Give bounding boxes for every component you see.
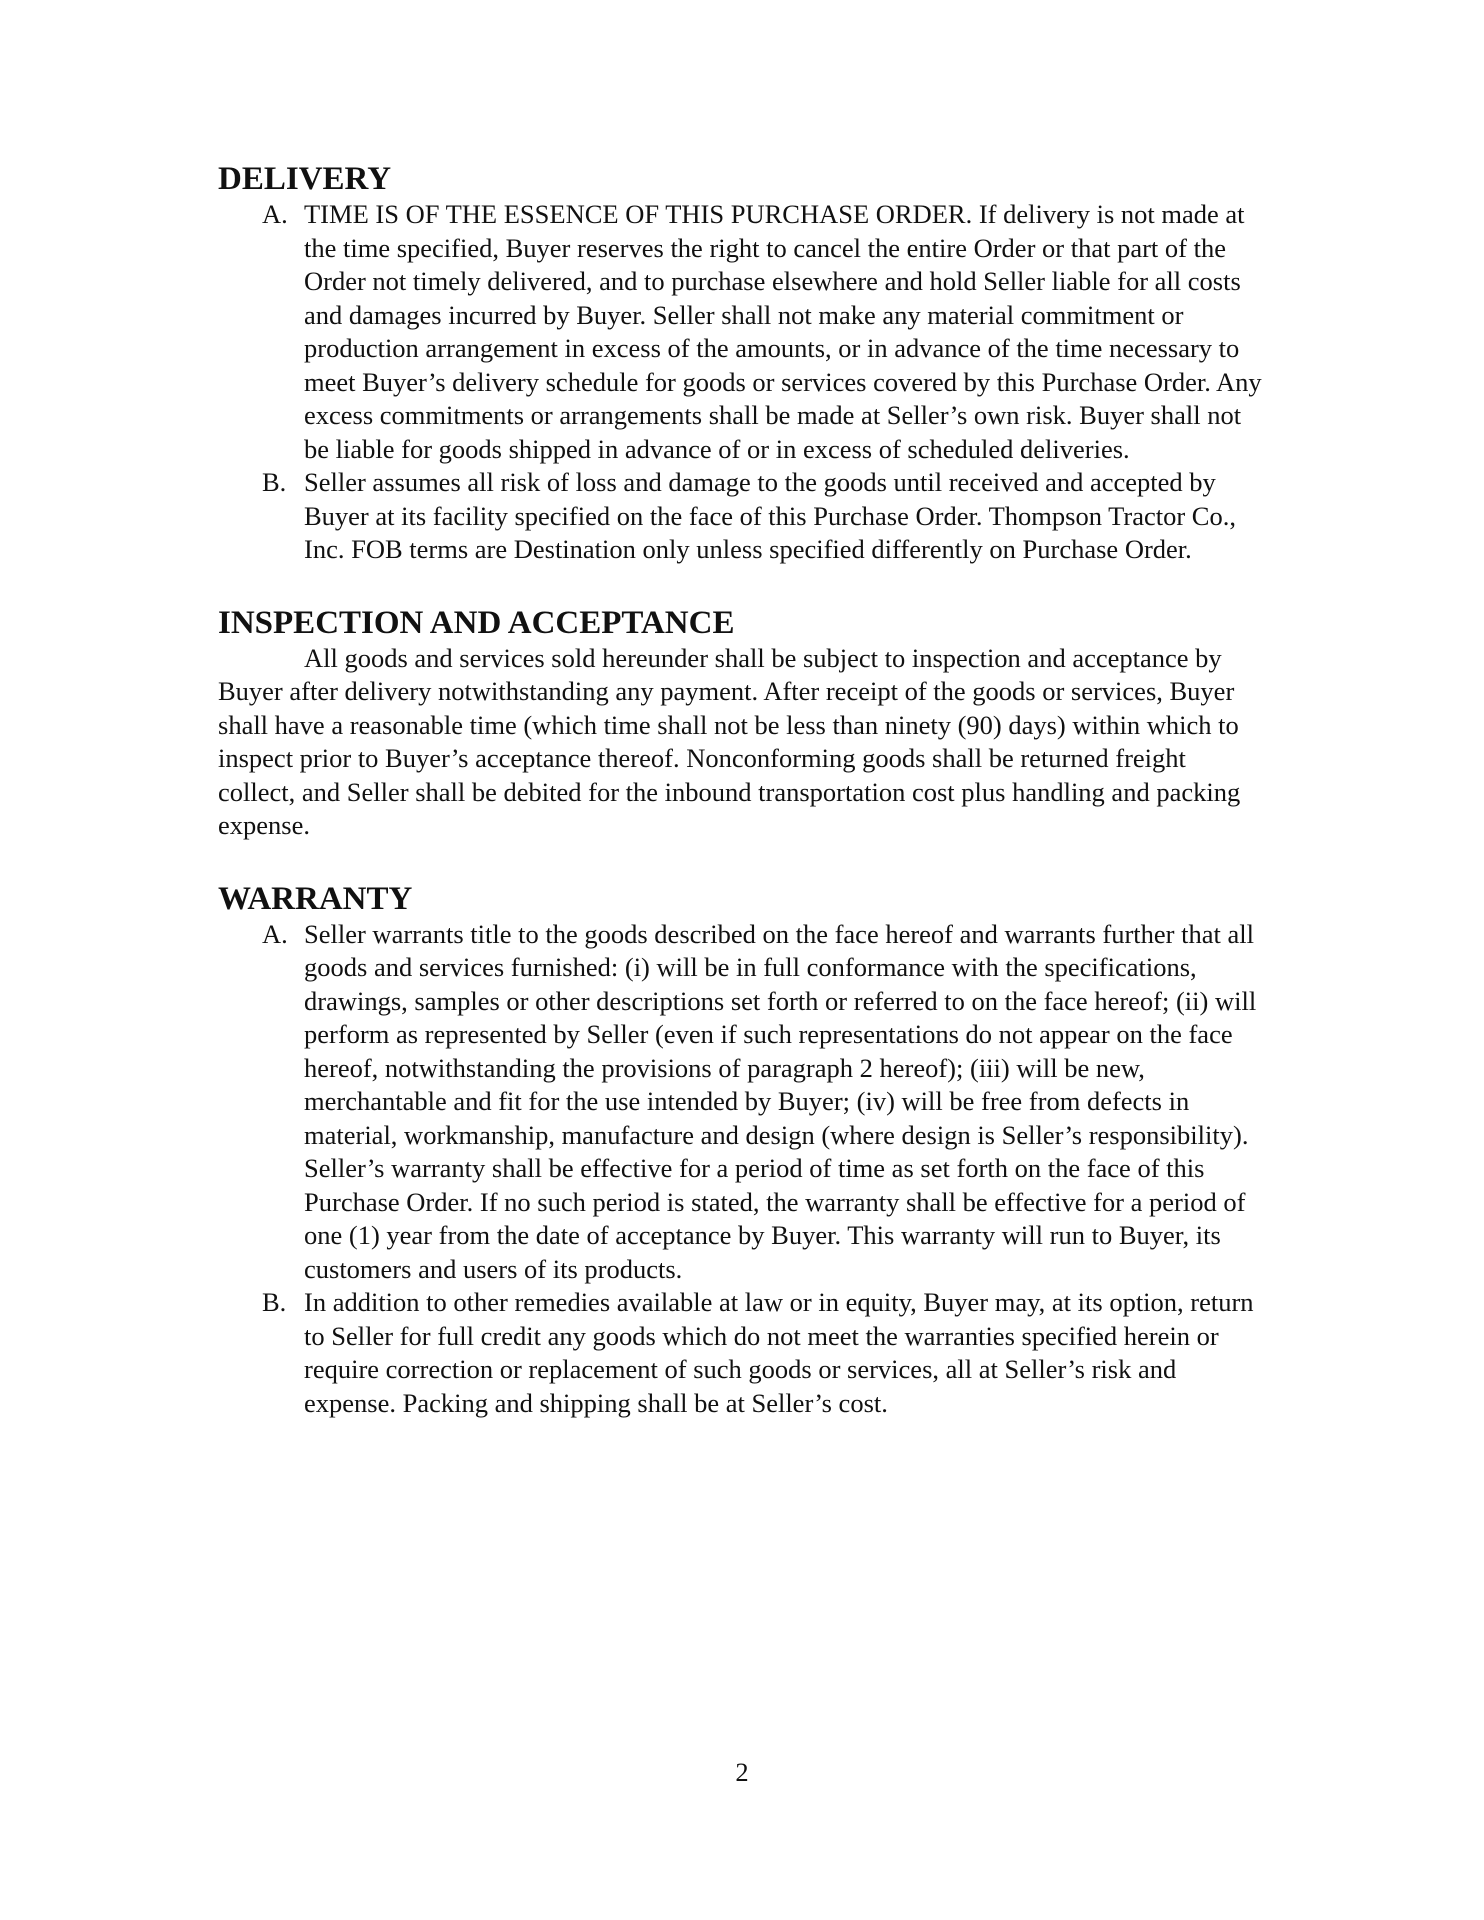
delivery-list: [218, 198, 1268, 567]
section-heading-inspection: INSPECTION AND ACCEPTANCE: [218, 604, 735, 641]
list-marker: A.: [262, 918, 288, 949]
section-spacer: [218, 843, 1268, 880]
section-spacer: [218, 567, 1268, 604]
list-item-text: TIME IS OF THE ESSENCE OF THIS PURCHASE ORDER. If delivery is not made at the time specified, Buyer reserves the right to cancel the entire Order or that part of the Order not timely delivered, and to purchase elsewhere and hold Seller liable for all costs and damages incurred by Buyer. Seller shall not make any material commitment or production arrangement in excess of the amounts, or in advance of the time necessary to meet Buyer’s delivery schedule for goods or services covered by this Purchase Order. Any excess commitments or arrangements shall be made at Seller’s own risk. Buyer shall not be liable for goods shipped in advance of or in excess of scheduled deliveries.: [304, 199, 1262, 464]
list-item-text: In addition to other remedies available at law or in equity, Buyer may, at its option, return to Seller for full credit any goods which do not meet the warranties specified herein or require correction or replacement of such goods or services, all at Seller’s risk and expense. Packing and shipping shall be at Seller’s cost.: [304, 1287, 1254, 1418]
list-item: [218, 198, 1268, 466]
document-body: [218, 160, 1268, 1420]
list-marker: B.: [262, 467, 287, 497]
inspection-paragraph: All goods and services sold hereunder shall be subject to inspection and acceptance by Buyer after delivery notwithstanding any payment. After receipt of the goods or services, Buyer shall have a reasonable time (which time shall not be less than ninety (90) days) within which to inspect prior to Buyer’s acceptance thereof. Nonconforming goods shall be returned freight collect, and Seller shall be debited for the inbound transportation cost plus handling and packing expense.: [218, 642, 1241, 840]
section-warranty: [218, 880, 1268, 1421]
list-item: [218, 466, 1268, 567]
list-item: [218, 1286, 1268, 1420]
section-inspection-and-acceptance: [218, 604, 1268, 843]
warranty-list: [218, 918, 1268, 1421]
section-delivery: [218, 160, 1268, 567]
list-item-text: Seller warrants title to the goods described on the face hereof and warrants further that all goods and services furnished: (i) will be in full conformance with the specifications, drawings, samples or other descriptions set forth or referred to on the face hereof; (ii) will perform as represented by Seller (even if such representations do not appear on the face hereof, notwithstanding the provisions of paragraph 2 hereof); (iii) will be new, merchantable and fit for the use intended by Buyer; (iv) will be free from defects in material, workmanship, manufacture and design (where design is Seller’s responsibility). Seller’s warranty shall be effective for a period of time as set forth on the face of this Purchase Order. If no such period is stated, the warranty shall be effective for a period of one (1) year from the date of acceptance by Buyer. This warranty will run to Buyer, its customers and users of its products.: [304, 918, 1257, 1284]
list-item: [218, 918, 1268, 1287]
section-heading-warranty: WARRANTY: [218, 880, 413, 917]
page-number: 2: [735, 1757, 749, 1787]
list-marker: B.: [262, 1287, 287, 1317]
list-item-text: Seller assumes all risk of loss and damage to the goods until received and accepted by Buyer at its facility specified on the face of this Purchase Order. Thompson Tractor Co., Inc. FOB terms are Destination only unless specified differently on Purchase Order.: [304, 467, 1236, 564]
section-heading-delivery: DELIVERY: [218, 161, 392, 197]
list-marker: A.: [262, 199, 288, 229]
